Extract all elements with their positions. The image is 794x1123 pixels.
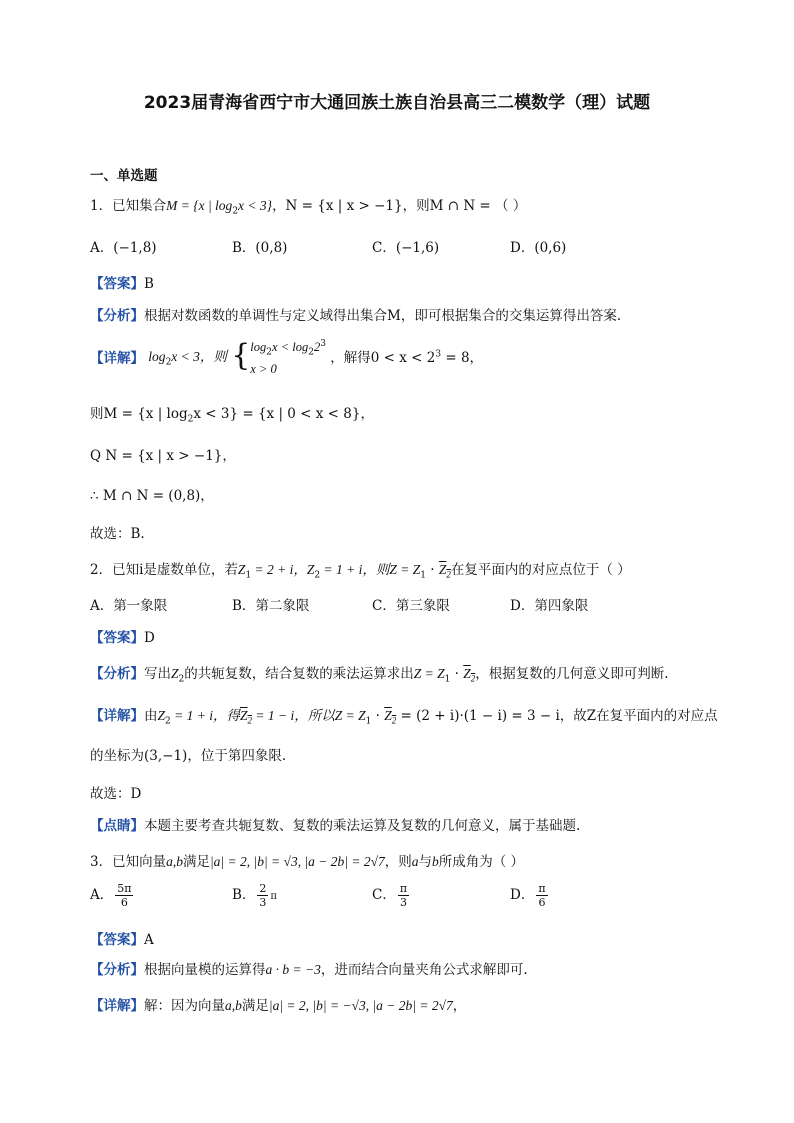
q2-analysis: 【分析】写出$Z_2$的共轭复数，结合复数的乘法运算求出$Z = Z_1 \cdot Z_2$，根据复数的几何意义即可判断.	[90, 666, 669, 685]
q3-detail: 【详解】解：因为向量a,b满足|a| = 2, |b| = −√3, |a − 2b| = 2√7，	[90, 998, 467, 1014]
q1-option-d: D．(0,6)	[510, 240, 567, 256]
q3-option-b: B． $\frac{2}{3}$ π	[232, 882, 277, 909]
q3-option-c: C． $\frac{\pi}{3}$	[372, 882, 408, 909]
q3-answer: 【答案】A	[90, 932, 154, 948]
q2-option-a: A．第一象限	[90, 598, 168, 614]
q2-option-b: B．第二象限	[232, 598, 310, 614]
q1-option-c: C．(−1,6)	[372, 240, 440, 256]
q2-detail: 【详解】由$Z_2 = 1 + i$，得$Z_2 = 1 - i$，所以$Z = Z_1 \cdot Z_2 = (2 + i)\cdot(1 - i) = 3 - i$，故Z在复平面内的对应点	[90, 708, 718, 727]
q1-analysis: 【分析】根据对数函数的单调性与定义域得出集合M，即可根据集合的交集运算得出答案.	[90, 308, 622, 324]
page-title: 2023届青海省西宁市大通回族土族自治县高三二模数学（理）试题	[143, 93, 651, 113]
q2-answer: 【答案】D	[90, 630, 155, 646]
q1-choose: 故选：B.	[90, 526, 145, 542]
q1-option-a: A．(−1,8)	[90, 240, 157, 256]
q1-step-4: ∴ M ∩ N = (0,8)，	[90, 488, 214, 504]
q1-detail: 【详解】 $\log_2x < 3$，则 {$\log_2x < \log_22^3$ x > 0 ，解得$0 < x < 2^3 = 8$，	[90, 338, 484, 376]
q3-analysis: 【分析】根据向量模的运算得a · b = −3，进而结合向量夹角公式求解即可.	[90, 962, 528, 978]
q3-option-a: A． $\frac{5\pi}{6}$	[90, 882, 132, 909]
q1-step-3: Q N = {x | x > −1}，	[90, 448, 236, 464]
q1-step-2: 则M = {x | $\log_2x < 3\} = \{x$ | 0 < x < 8}，	[90, 406, 374, 425]
q1-option-b: B．(0,8)	[232, 240, 288, 256]
q2-stem: 2．已知i是虚数单位，若$Z_1 = 2 + i$，$Z_2 = 1 + i$，则$Z = Z_1 \cdot Z_2$在复平面内的对应点位于（ ）	[90, 562, 631, 581]
q1-stem: 1．已知集合M = {x | $\log_2x < 3$}，N = {x | x > −1}，则M ∩ N = （ ）	[90, 198, 527, 217]
q2-option-c: C．第三象限	[372, 598, 450, 614]
q2-comment: 【点睛】本题主要考查共轭复数、复数的乘法运算及复数的几何意义，属于基础题.	[90, 818, 581, 834]
q2-detail-cont: 的坐标为(3,−1)，位于第四象限.	[90, 748, 287, 764]
section-heading: 一、单选题	[90, 168, 158, 184]
q3-option-d: D． $\frac{\pi}{6}$	[510, 882, 546, 909]
q2-choose: 故选：D	[90, 786, 142, 802]
q3-stem: 3．已知向量a,b满足|a| = 2, |b| = √3, |a − 2b| = 2√7，则a与b所成角为（ ）	[90, 854, 525, 870]
q1-answer: 【答案】B	[90, 276, 154, 292]
q2-option-d: D．第四象限	[510, 598, 589, 614]
